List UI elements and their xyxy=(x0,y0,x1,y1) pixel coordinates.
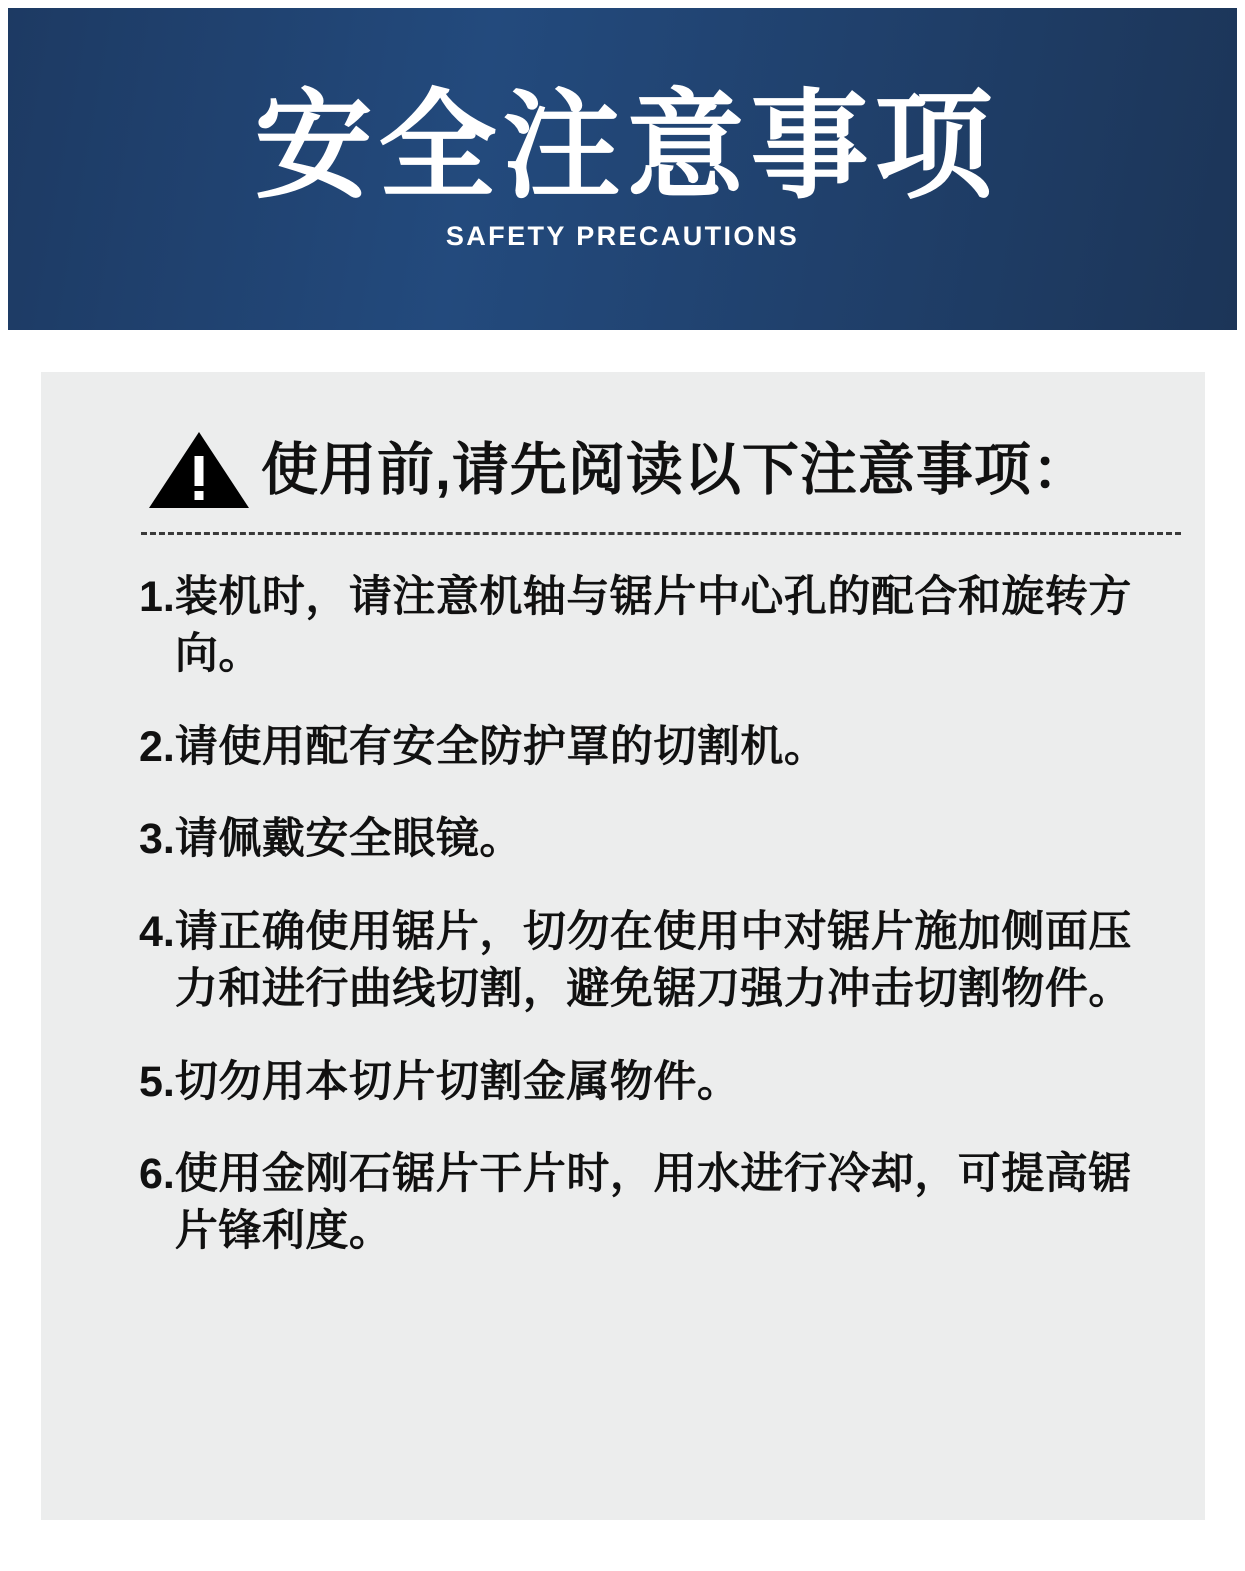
list-item xyxy=(139,811,1149,868)
list-item-text: 请使用配有安全防护罩的切割机。 xyxy=(174,722,828,771)
precaution-list xyxy=(97,569,1149,1260)
header-banner xyxy=(8,8,1237,330)
list-item xyxy=(139,904,1149,1018)
list-item-number: 4. xyxy=(139,908,175,956)
list-item-number: 1. xyxy=(139,573,175,621)
list-item-number: 3. xyxy=(139,815,175,864)
page-title: 安全注意事项 xyxy=(254,80,999,213)
list-item-text: 请佩戴安全眼镜。 xyxy=(174,815,523,864)
list-item-number: 6. xyxy=(139,1150,175,1199)
divider-dashed xyxy=(141,532,1181,535)
notice-heading: 使用前,请先阅读以下注意事项： xyxy=(261,437,1090,502)
list-item xyxy=(139,569,1149,683)
list-item-number: 5. xyxy=(139,1057,175,1106)
list-item-text: 切勿用本切片切割金属物件。 xyxy=(174,1057,741,1106)
warning-triangle-icon xyxy=(147,430,251,510)
list-item-text: 使用金刚石锯片干片时，用水进行冷却，可提高锯片锋利度。 xyxy=(174,1150,1132,1255)
list-item xyxy=(139,719,1149,776)
list-item xyxy=(139,1054,1149,1111)
list-item-text: 装机时，请注意机轴与锯片中心孔的配合和旋转方向。 xyxy=(174,573,1132,678)
safety-notice-panel xyxy=(41,372,1205,1520)
page-subtitle: SAFETY PRECAUTIONS xyxy=(445,221,800,252)
list-item-number: 2. xyxy=(139,722,175,771)
list-item-text: 请正确使用锯片，切勿在使用中对锯片施加侧面压力和进行曲线切割，避免锯刀强力冲击切割物件。 xyxy=(174,908,1132,1013)
list-item xyxy=(139,1146,1149,1260)
notice-header xyxy=(97,430,1149,510)
